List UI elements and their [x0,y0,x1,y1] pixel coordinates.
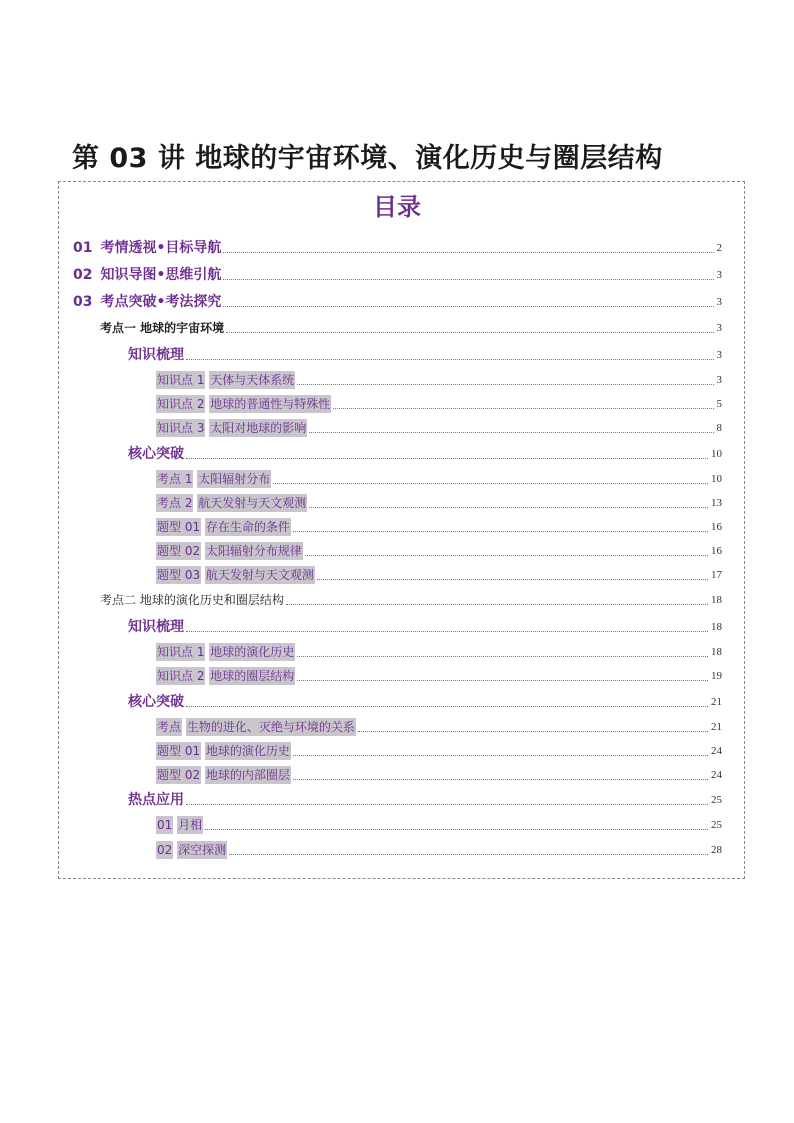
toc-entry-label: 核心突破 [128,694,184,710]
toc-page-number: 16 [711,521,722,533]
toc-entry-title: 太阳辐射分布 [198,472,271,486]
toc-entry-prefix: 考点 1 [157,472,193,486]
toc-page-number: 3 [716,374,722,386]
toc-entry-prefix: 考点 2 [157,496,193,510]
toc-heading: 目录 [373,193,421,221]
toc-entry-title: 地球的普通性与特殊性 [210,397,331,411]
toc-section-number: 02 [73,267,93,283]
toc-page-number: 21 [711,696,722,708]
toc-entry-title: 太阳对地球的影响 [210,421,307,435]
toc-entry-prefix: 知识点 1 [157,645,205,659]
toc-entry-label: 热点应用 [128,792,184,808]
toc-entry[interactable] [0,664,794,686]
toc-entry-prefix: 知识点 1 [157,373,205,387]
toc-page-number: 10 [711,473,722,485]
toc-entry-prefix: 02 [157,843,173,857]
toc-page-number: 24 [711,769,722,781]
toc-leader [223,279,713,280]
toc-entry[interactable] [0,640,794,662]
toc-leader [186,359,714,360]
toc-leader [293,755,708,756]
toc-entry-prefix: 题型 03 [157,568,201,582]
toc-entry-label: 知识梳理 [128,619,184,635]
toc-entry[interactable] [0,739,794,761]
toc-leader [309,507,708,508]
toc-page-number: 13 [711,497,722,509]
toc-page-number: 3 [716,349,722,361]
toc-entry[interactable] [0,788,794,810]
toc-entry[interactable] [0,467,794,489]
toc-section-label: 考点突破•考法探究 [100,294,222,310]
toc-entry-title: 天体与天体系统 [210,373,295,387]
toc-leader [293,531,708,532]
toc-page-number: 28 [711,844,722,856]
toc-page-number: 3 [716,322,722,334]
toc-entry-title: 地球的圈层结构 [210,669,295,683]
toc-page-number: 25 [711,794,722,806]
toc-leader [297,680,708,681]
toc-entry-title: 月相 [178,818,203,832]
toc-leader [358,731,708,732]
toc-leader [186,631,708,632]
toc-leader [223,306,713,307]
toc-leader [273,483,708,484]
toc-entry-prefix: 题型 01 [157,520,201,534]
toc-leader [305,555,708,556]
toc-entry-title: 生物的进化、灭绝与环境的关系 [186,720,355,734]
toc-entry[interactable] [0,442,794,464]
toc-page-number: 2 [716,242,722,254]
toc-page-number: 10 [711,448,722,460]
toc-leader [205,829,708,830]
toc-section-number: 01 [73,240,93,256]
toc-leader [297,656,708,657]
toc-entry[interactable] [0,416,794,438]
toc-page-number: 18 [711,646,722,658]
toc-entry[interactable] [0,690,794,712]
toc-entry-label: 知识梳理 [128,347,184,363]
toc-leader [286,604,708,605]
toc-entry[interactable] [0,813,794,835]
toc-entry[interactable] [0,588,794,610]
toc-section-01[interactable] [0,236,794,258]
toc-page-number: 3 [716,296,722,308]
toc-entry-prefix: 知识点 2 [157,669,205,683]
toc-page-number: 18 [711,594,722,606]
toc-entry-prefix: 考点 [157,720,182,734]
toc-entry-prefix: 题型 02 [157,768,201,782]
toc-page-number: 3 [716,269,722,281]
toc-entry-prefix: 题型 02 [157,544,201,558]
toc-leader [309,432,713,433]
toc-page-number: 8 [716,422,722,434]
toc-leader [186,458,708,459]
toc-section-02[interactable] [0,263,794,285]
toc-page-number: 25 [711,819,722,831]
toc-section-label: 知识导图•思维引航 [100,267,222,283]
toc-leader [229,854,708,855]
toc-entry[interactable] [0,368,794,390]
toc-entry-title: 航天发射与天文观测 [205,568,314,582]
toc-page-number: 19 [711,670,722,682]
toc-entry[interactable] [0,343,794,365]
toc-entry-prefix: 01 [157,818,173,832]
toc-leader [226,332,713,333]
toc-leader [186,804,708,805]
toc-entry[interactable] [0,392,794,414]
toc-entry-title: 地球的演化历史 [205,744,290,758]
toc-page-number: 16 [711,545,722,557]
toc-entry-title: 航天发射与天文观测 [198,496,307,510]
toc-leader [297,384,713,385]
toc-section-label: 考情透视•目标导航 [100,240,222,256]
toc-section-03[interactable] [0,290,794,312]
toc-page-number: 24 [711,745,722,757]
toc-entry-prefix: 知识点 2 [157,397,205,411]
toc-leader [317,579,708,580]
toc-entry[interactable] [0,515,794,537]
page-title: 第 03 讲 地球的宇宙环境、演化历史与圈层结构 [72,143,663,174]
toc-entry-label: 考点一 地球的宇宙环境 [100,321,225,335]
toc-entry-title: 太阳辐射分布规律 [205,544,302,558]
toc-entry[interactable] [0,615,794,637]
toc-entry[interactable] [0,715,794,737]
toc-page-number: 5 [716,398,722,410]
toc-entry[interactable] [0,491,794,513]
toc-entry[interactable] [0,763,794,785]
toc-page-number: 17 [711,569,722,581]
toc-entry-title: 地球的演化历史 [210,645,295,659]
toc-entry-prefix: 题型 01 [157,744,201,758]
toc-entry-title: 存在生命的条件 [205,520,290,534]
toc-section-number: 03 [73,294,93,310]
toc-entry[interactable] [0,563,794,585]
toc-leader [333,408,713,409]
toc-page-number: 21 [711,721,722,733]
toc-entry-label: 核心突破 [128,446,184,462]
toc-leader [223,252,713,253]
toc-leader [186,706,708,707]
toc-entry-title: 地球的内部圈层 [205,768,290,782]
toc-entry[interactable] [0,539,794,561]
toc-page-number: 18 [711,621,722,633]
toc-entry[interactable] [0,838,794,860]
toc-entry-prefix: 知识点 3 [157,421,205,435]
toc-entry-title: 深空探测 [178,843,227,857]
toc-leader [293,779,708,780]
toc-entry[interactable] [0,316,794,338]
toc-entry-label: 考点二 地球的演化历史和圈层结构 [100,593,284,607]
